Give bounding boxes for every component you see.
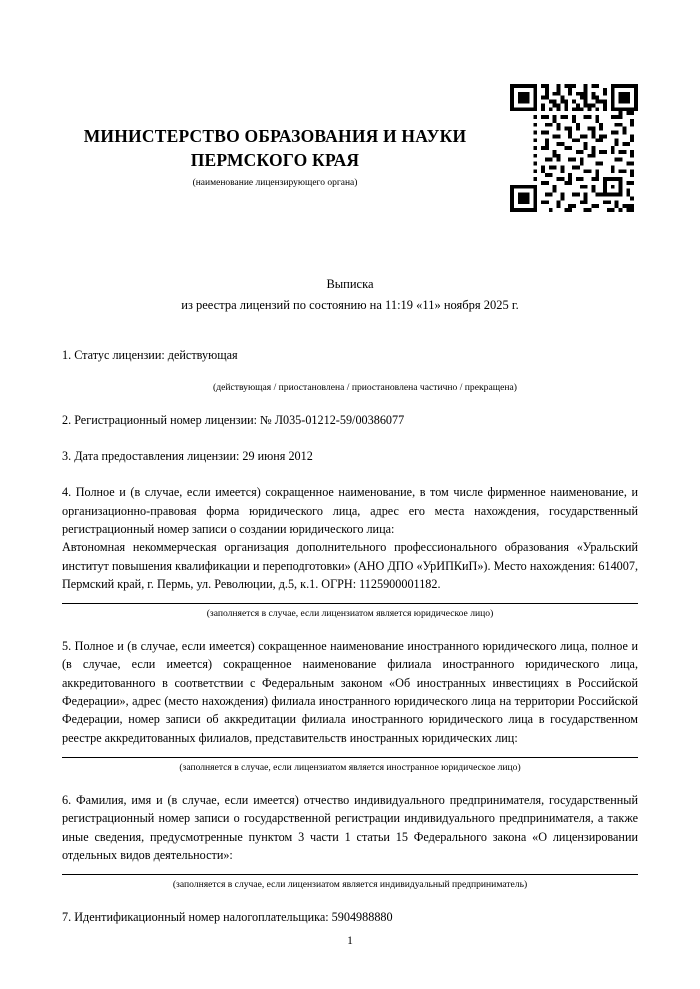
qr-code-icon (510, 84, 638, 212)
item-4-note: (заполняется в случае, если лицензиатом является юридическое лицо) (206, 608, 494, 620)
item-1-note: (действующая / приостановлена / приостановлена частично / прекращена) (213, 381, 517, 393)
document-title-line2: из реестра лицензий по состоянию на 11:19 «11» ноября 2025 г. (181, 297, 519, 312)
item-5-divider (62, 757, 638, 758)
item-7-taxpayer-number: 7. Идентификационный номер налогоплательщика: 5904988880 (62, 910, 393, 925)
item-1-status: 1. Статус лицензии: действующая (62, 347, 238, 362)
item-5-note: (заполняется в случае, если лицензиатом является иностранное юридическое лицо) (179, 761, 521, 773)
document-title-line1: Выписка (326, 277, 374, 292)
document-title (62, 274, 638, 315)
item-2-registration-number: 2. Регистрационный номер лицензии: № Л035-01212-59/00386077 (62, 412, 405, 427)
item-4-divider (62, 603, 638, 604)
item-4-legal-entity-label: 4. Полное и (в случае, если имеется) сокращенное наименование, в том числе фирменное наименование, и организационно-правовая форма юридического лица, адрес его места нахождения, государственный регистрационный номер записи о создании юридического лица: (62, 485, 638, 536)
item-3-issue-date: 3. Дата предоставления лицензии: 29 июня 2012 (62, 449, 313, 464)
organization-name-line1: МИНИСТЕРСТВО ОБРАЗОВАНИЯ И НАУКИ (83, 126, 467, 146)
page-number: 1 (347, 935, 353, 947)
item-6-note: (заполняется в случае, если лицензиатом является индивидуальный предприниматель) (172, 879, 528, 891)
item-5-foreign-entity-label: 5. Полное и (в случае, если имеется) сокращенное наименование иностранного юридического лица, полное и (в случае, если имеется) сокращенное наименование филиала иностранного юридического лица, аккредитованного в соответствии с Федеральным законом «Об иностранных инвестициях в Российской Федерации», адрес (место нахождения) филиала иностранного юридического лица на территории Российской Федерации, номер записи об аккредитации филиала иностранного юридического лица в государственном реестре аккредитованных филиалов, представительств иностранных юридических лиц: (62, 639, 638, 745)
item-6-entrepreneur-label: 6. Фамилия, имя и (в случае, если имеется) отчество индивидуального предпринимателя, государственный регистрационный номер записи о государственной регистрации индивидуального предпринимателя, а также иные сведения, предусмотренные пунктом 3 части 1 статьи 15 Федерального закона «О лицензировании отдельных видов деятельности»: (62, 792, 638, 862)
organization-name-line2: ПЕРМСКОГО КРАЯ (190, 149, 360, 170)
item-4-legal-entity-value: Автономная некоммерческая организация дополнительного профессионального образования «Уральский институт повышения квалификации и переподготовки» (АНО ДПО «УрИПКиП»). Место нахождения: 614007, Пермский край, г. Пермь, ул. Революции, д.5, к.1. ОГРН: 1125900001182. (62, 540, 638, 591)
document-items (62, 346, 638, 927)
organization-subtitle: (наименование лицензирующего органа) (192, 178, 358, 189)
item-6-divider (62, 874, 638, 875)
